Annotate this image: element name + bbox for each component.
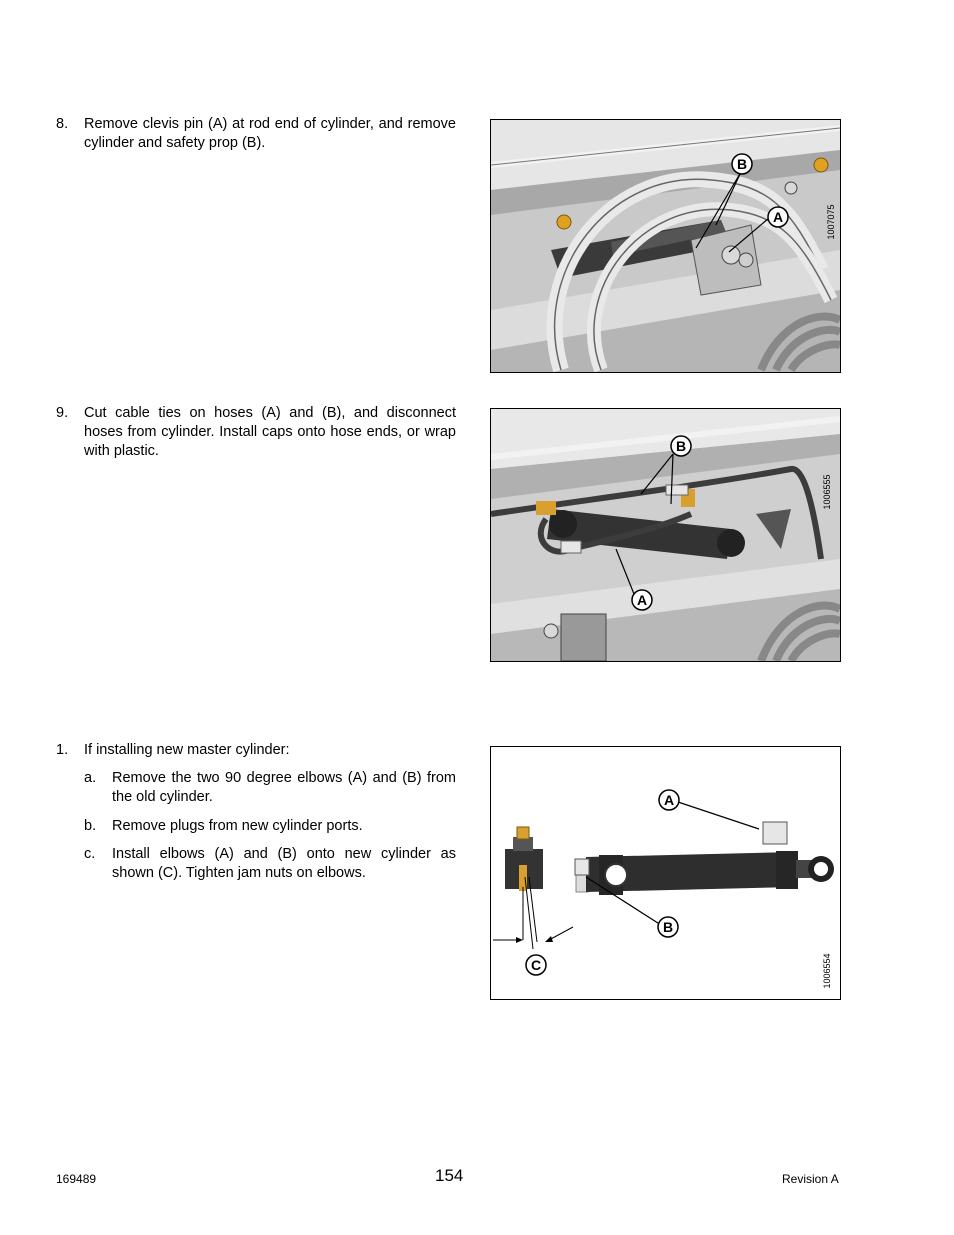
figure-id: 1006554 (822, 953, 832, 989)
revision-label: Revision A (782, 1172, 839, 1186)
doc-number: 169489 (56, 1172, 97, 1186)
callout-b: B (662, 919, 674, 935)
substep-text: Install elbows (A) and (B) onto new cylinder as shown (C). Tighten jam nuts on elbows. (112, 846, 456, 881)
figure-id: 1006555 (822, 474, 832, 510)
substep-c (84, 845, 456, 883)
substep-b (84, 817, 456, 836)
step-8 (56, 115, 456, 153)
substep-text: Remove plugs from new cylinder ports. (112, 818, 363, 834)
step-text: Remove clevis pin (A) at rod end of cylinder, and remove cylinder and safety prop (B). (84, 116, 456, 151)
substep-letter: b. (84, 818, 97, 834)
figure-new-cylinder (490, 746, 841, 1000)
substep-letter: a. (84, 770, 97, 786)
step-number: 1. (56, 742, 69, 758)
step-9 (56, 404, 456, 461)
page-number: 154 (435, 1166, 464, 1185)
callout-b: B (675, 438, 687, 454)
substep-a (84, 769, 456, 807)
substep-text: Remove the two 90 degree elbows (A) and (B) from the old cylinder. (112, 770, 456, 805)
step-text: If installing new master cylinder: (84, 742, 290, 758)
step-text: Cut cable ties on hoses (A) and (B), and disconnect hoses from cylinder. Install caps onto hose ends, or wrap with plastic. (84, 405, 456, 459)
callout-a: A (663, 792, 675, 808)
callout-b: B (736, 156, 748, 172)
step-number: 9. (56, 405, 69, 421)
install-step-1 (56, 741, 456, 760)
figure-id: 1007075 (826, 204, 836, 240)
callout-c: C (530, 957, 542, 973)
figure-hoses (490, 408, 841, 662)
callout-a: A (772, 209, 784, 225)
callout-a: A (636, 592, 648, 608)
step-number: 8. (56, 116, 69, 132)
substep-letter: c. (84, 846, 96, 862)
figure-clevis-pin (490, 119, 841, 373)
